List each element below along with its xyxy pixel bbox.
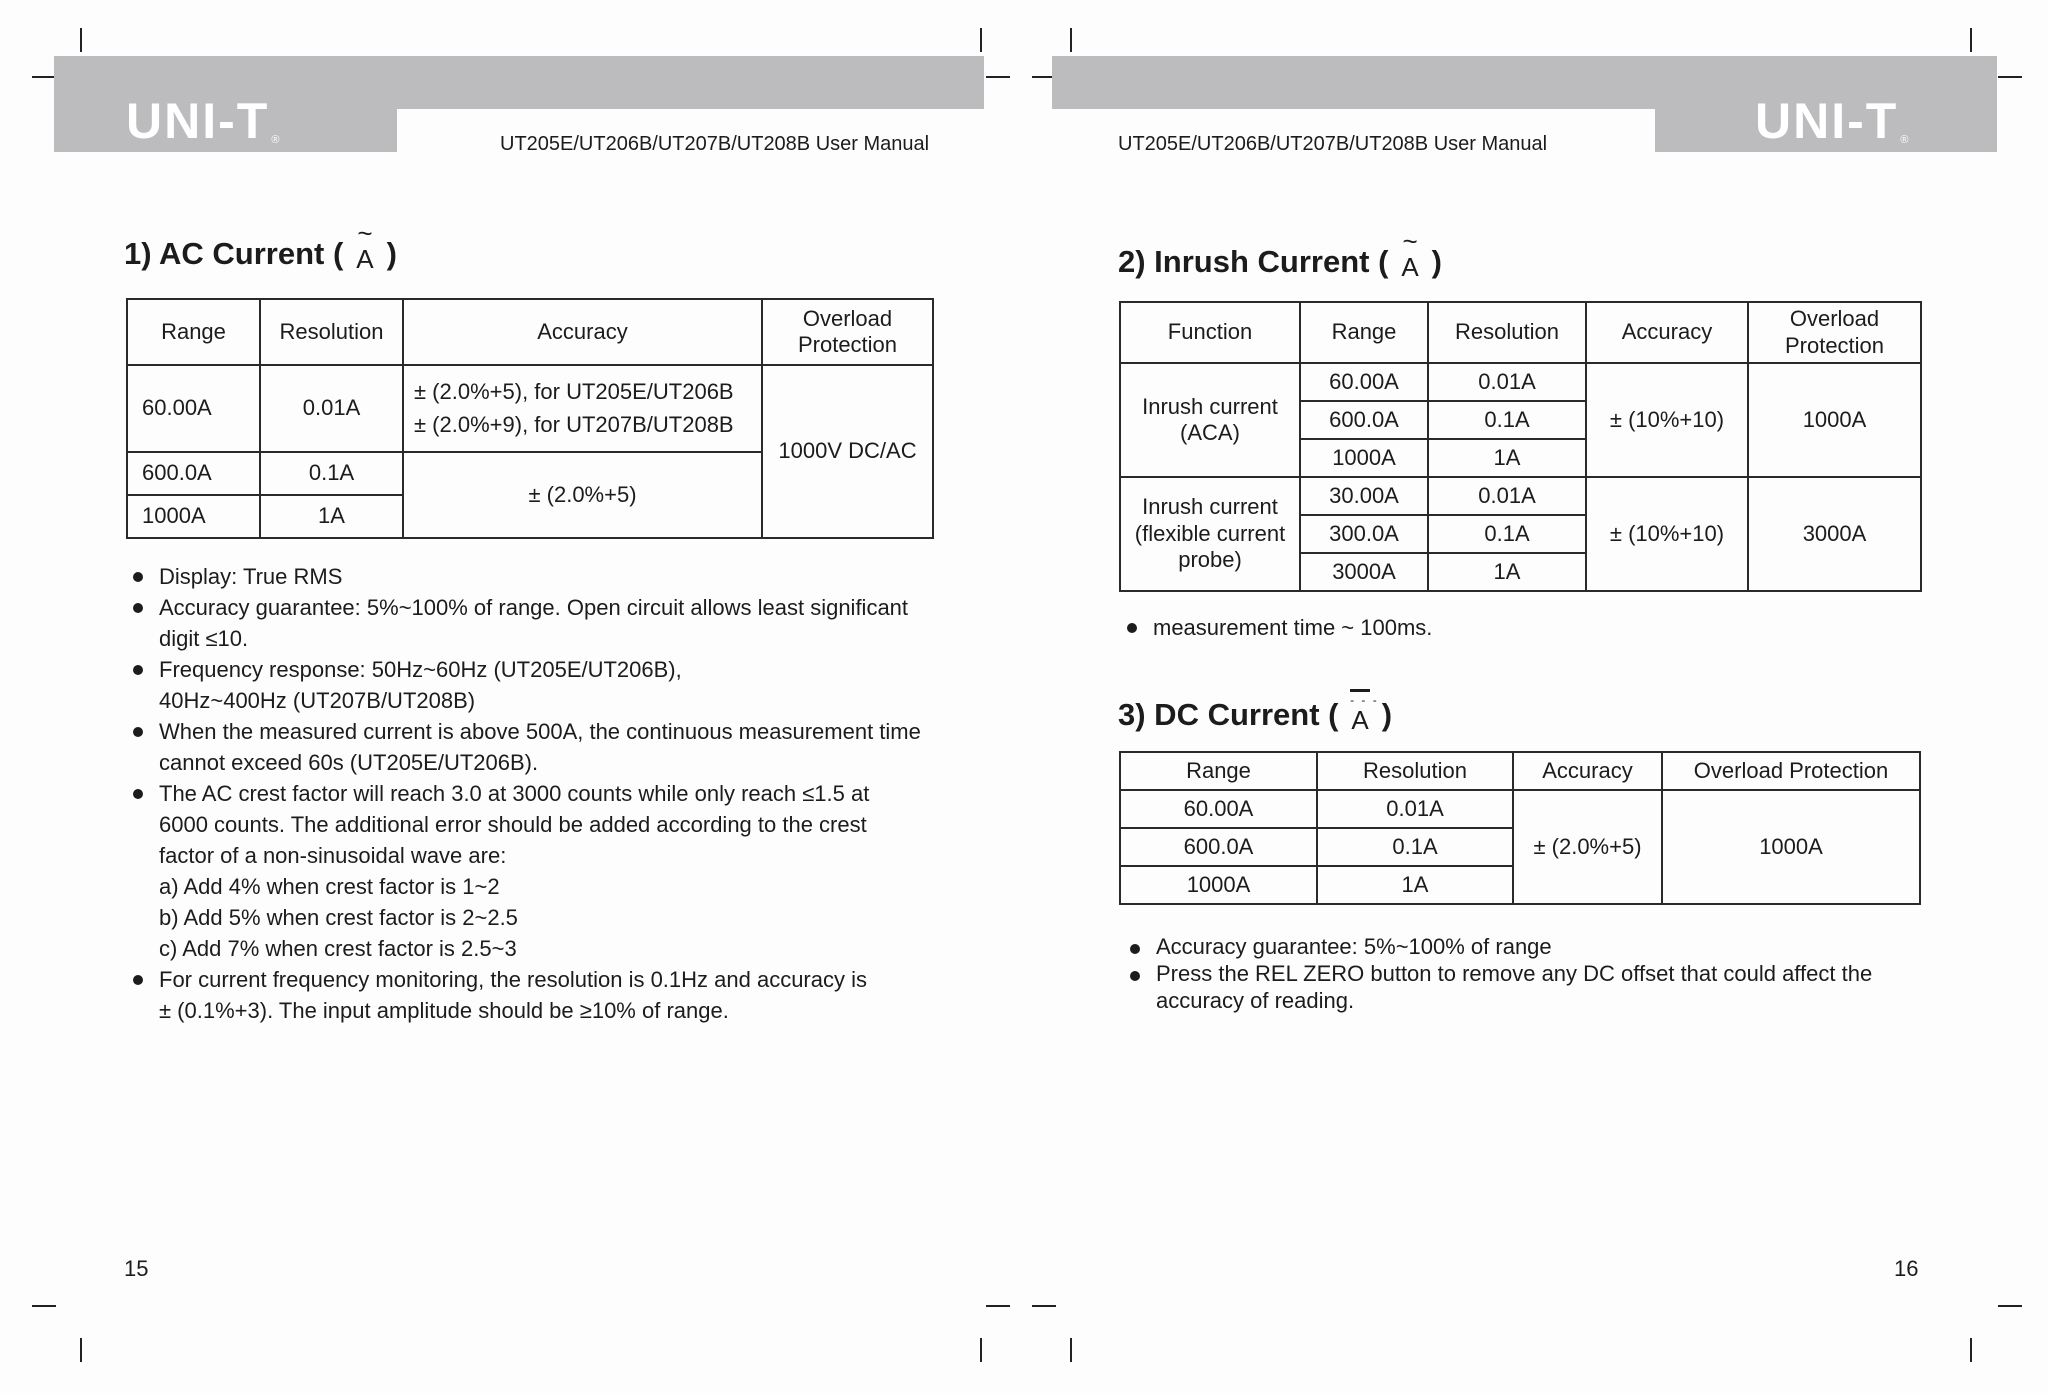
- table-header: Range: [1120, 752, 1317, 790]
- ac-current-table: [126, 298, 934, 539]
- table-cell-resolution: 0.1A: [1317, 828, 1513, 866]
- table-cell-resolution: 1A: [1317, 866, 1513, 904]
- crop-mark: [1970, 28, 1972, 52]
- table-cell-resolution: 0.01A: [1428, 363, 1586, 401]
- crop-mark: [32, 1305, 56, 1307]
- table-cell-range: 3000A: [1300, 553, 1428, 591]
- crop-mark: [986, 1305, 1010, 1307]
- inrush-current-table: [1119, 301, 1922, 592]
- table-cell-function: Inrush current (flexible current probe): [1120, 477, 1300, 591]
- crop-mark: [80, 1338, 82, 1362]
- note-item: Accuracy guarantee: 5%~100% of range: [1156, 933, 1936, 960]
- table-cell-accuracy: ± (10%+10): [1586, 477, 1748, 591]
- table-cell-range: 600.0A: [1300, 401, 1428, 439]
- table-cell-resolution: 1A: [1428, 553, 1586, 591]
- table-header: Accuracy: [1586, 302, 1748, 363]
- crop-mark: [1070, 28, 1072, 52]
- crop-mark: [32, 76, 56, 78]
- inrush-current-notes: [1153, 612, 1913, 643]
- note-item: digit ≤10.: [159, 626, 249, 651]
- note-item: factor of a non-sinusoidal wave are:: [159, 843, 507, 868]
- table-cell-range: 1000A: [1120, 866, 1317, 904]
- crop-mark: [80, 28, 82, 52]
- table-cell-resolution: 1A: [1428, 439, 1586, 477]
- dc-current-notes: [1156, 933, 1936, 1014]
- accuracy-line: ± (2.0%+5), for UT205E/UT206B: [414, 379, 734, 405]
- note-item: 40Hz~400Hz (UT207B/UT208B): [159, 688, 476, 713]
- ac-current-icon: ~ A: [1401, 226, 1419, 282]
- crop-mark: [1998, 76, 2022, 78]
- table-header: Range: [127, 299, 260, 365]
- note-item: measurement time ~ 100ms.: [1153, 612, 1913, 643]
- brand-logo: UNI-T ®: [1755, 93, 1911, 149]
- manual-title: UT205E/UT206B/UT207B/UT208B User Manual: [1118, 133, 1548, 155]
- dc-current-icon: - - - A: [1347, 697, 1373, 733]
- table-cell-range: 60.00A: [127, 365, 260, 452]
- ac-current-notes: [159, 561, 959, 1026]
- manual-title: UT205E/UT206B/UT207B/UT208B User Manual: [500, 133, 930, 155]
- table-cell-resolution: 0.1A: [1428, 515, 1586, 553]
- table-cell-resolution: 0.1A: [260, 452, 403, 495]
- note-item: cannot exceed 60s (UT205E/UT206B).: [159, 750, 539, 775]
- crop-mark: [1970, 1338, 1972, 1362]
- table-cell-range: 600.0A: [1120, 828, 1317, 866]
- table-cell-accuracy: [403, 365, 762, 452]
- note-item: ± (0.1%+3). The input amplitude should be ≥10% of range.: [159, 998, 729, 1023]
- crop-mark: [1070, 1338, 1072, 1362]
- table-header: Overload Protection: [1748, 302, 1921, 363]
- note-item: The AC crest factor will reach 3.0 at 3000 counts while only reach ≤1.5 at: [159, 778, 959, 809]
- table-cell-range: 600.0A: [127, 452, 260, 495]
- table-cell-range: 1000A: [1300, 439, 1428, 477]
- table-cell-accuracy: ± (2.0%+5): [1513, 790, 1662, 904]
- table-cell-resolution: 0.01A: [1317, 790, 1513, 828]
- table-header: Accuracy: [1513, 752, 1662, 790]
- table-cell-overload: 1000A: [1662, 790, 1920, 904]
- table-cell-accuracy: ± (2.0%+5): [403, 452, 762, 538]
- page-number: 15: [124, 1256, 149, 1281]
- note-item: c) Add 7% when crest factor is 2.5~3: [159, 936, 517, 961]
- table-cell-range: 1000A: [127, 495, 260, 538]
- table-header: Range: [1300, 302, 1428, 363]
- section-title-ac-current: 1) AC Current ( ~ A ): [124, 218, 397, 274]
- table-cell-overload: 1000A: [1748, 363, 1921, 477]
- table-header: Resolution: [260, 299, 403, 365]
- section-title-inrush-current: 2) Inrush Current ( ~ A ): [1118, 226, 1442, 282]
- table-cell-function: Inrush current (ACA): [1120, 363, 1300, 477]
- table-header: Resolution: [1317, 752, 1513, 790]
- section-title-dc-current: 3) DC Current ( - - - A ): [1118, 697, 1392, 733]
- table-cell-resolution: 1A: [260, 495, 403, 538]
- brand-logo: UNI-T ®: [126, 93, 282, 149]
- note-item: Press the REL ZERO button to remove any DC offset that could affect the: [1156, 960, 1936, 987]
- table-cell-range: 30.00A: [1300, 477, 1428, 515]
- table-cell-range: 60.00A: [1120, 790, 1317, 828]
- table-header: Resolution: [1428, 302, 1586, 363]
- ac-current-icon: ~ A: [356, 218, 374, 274]
- note-item: 6000 counts. The additional error should be added according to the crest: [159, 812, 867, 837]
- table-cell-range: 300.0A: [1300, 515, 1428, 553]
- dc-current-table: [1119, 751, 1921, 905]
- note-item: b) Add 5% when crest factor is 2~2.5: [159, 905, 518, 930]
- table-header: Overload Protection: [762, 299, 933, 365]
- table-cell-range: 60.00A: [1300, 363, 1428, 401]
- note-item: a) Add 4% when crest factor is 1~2: [159, 874, 500, 899]
- note-item: When the measured current is above 500A, the continuous measurement time: [159, 716, 959, 747]
- crop-mark: [980, 1338, 982, 1362]
- note-item: Accuracy guarantee: 5%~100% of range. Open circuit allows least significant: [159, 592, 959, 623]
- note-item: For current frequency monitoring, the resolution is 0.1Hz and accuracy is: [159, 964, 959, 995]
- note-item: Frequency response: 50Hz~60Hz (UT205E/UT206B),: [159, 654, 959, 685]
- table-cell-resolution: 0.01A: [260, 365, 403, 452]
- crop-mark: [986, 76, 1010, 78]
- table-cell-resolution: 0.1A: [1428, 401, 1586, 439]
- table-cell-resolution: 0.01A: [1428, 477, 1586, 515]
- page-number: 16: [1894, 1256, 1919, 1281]
- table-cell-overload: 3000A: [1748, 477, 1921, 591]
- table-cell-accuracy: ± (10%+10): [1586, 363, 1748, 477]
- crop-mark: [1032, 1305, 1056, 1307]
- table-cell-overload: 1000V DC/AC: [762, 365, 933, 538]
- crop-mark: [980, 28, 982, 52]
- crop-mark: [1998, 1305, 2022, 1307]
- table-header: Overload Protection: [1662, 752, 1920, 790]
- note-item: accuracy of reading.: [1156, 988, 1355, 1013]
- table-header: Function: [1120, 302, 1300, 363]
- note-item: Display: True RMS: [159, 561, 959, 592]
- accuracy-line: ± (2.0%+9), for UT207B/UT208B: [414, 411, 734, 437]
- table-header: Accuracy: [403, 299, 762, 365]
